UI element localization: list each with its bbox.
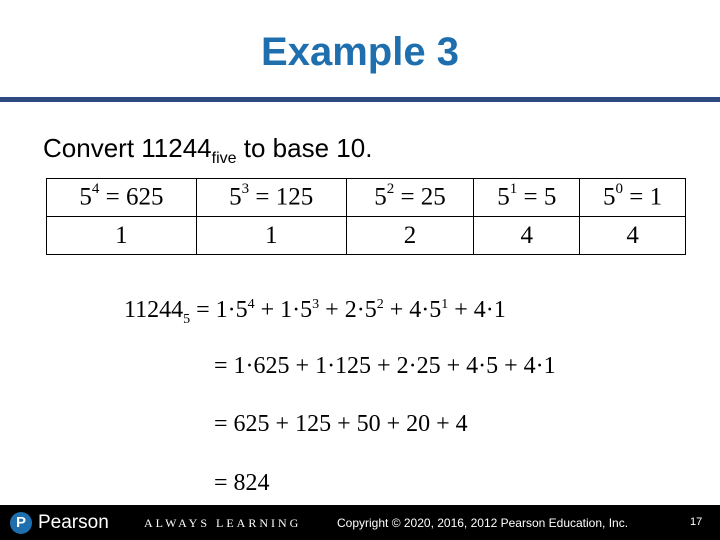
digit-cell: 4 xyxy=(474,217,580,255)
digit-cell: 2 xyxy=(346,217,474,255)
power-cell: $5^2 = 25$ xyxy=(346,179,474,217)
problem-statement xyxy=(43,133,373,167)
place-value-table xyxy=(46,178,686,255)
footer-copyright: Copyright © 2020, 2016, 2012 Pearson Education, Inc. xyxy=(337,516,629,530)
expansion-line-2: = 1·625 + 1·125 + 2·25 + 4·5 + 4·1 xyxy=(214,353,556,379)
digit-cell: 4 xyxy=(580,217,686,255)
pearson-logo-text: Pearson xyxy=(38,512,109,533)
number-base: 5 xyxy=(183,311,191,327)
powers-row xyxy=(47,179,686,217)
footer-tagline: ALWAYS LEARNING xyxy=(144,516,302,530)
expansion-line-1: $11244_5 = 1\cdot 5^4 + 1\cdot 5^3 + 2\cdot 5^2 + 4\cdot 5^1 + 4\cdot 1$ xyxy=(124,297,506,327)
power-cell: $5^0 = 1$ xyxy=(580,179,686,217)
title-divider xyxy=(0,97,720,102)
digits-row xyxy=(47,217,686,255)
power-cell: $5^1 = 5$ xyxy=(474,179,580,217)
problem-text-start: Convert 11244 xyxy=(43,133,212,163)
expansion-line-3: = 625 + 125 + 50 + 20 + 4 xyxy=(214,411,468,437)
page-number: 17 xyxy=(690,516,703,528)
slide-title: Example 3 xyxy=(261,30,459,74)
power-cell: $5^3 = 125$ xyxy=(196,179,346,217)
problem-text-end: to base 10. xyxy=(236,133,373,163)
power-cell: $5^4 = 625$ xyxy=(47,179,197,217)
problem-base-subscript: five xyxy=(211,150,237,167)
expansion-result: = 824 xyxy=(214,470,270,496)
number: 11244 xyxy=(124,297,184,323)
digit-cell: 1 xyxy=(196,217,346,255)
digit-cell: 1 xyxy=(47,217,197,255)
pearson-logo-icon: P xyxy=(10,512,32,534)
